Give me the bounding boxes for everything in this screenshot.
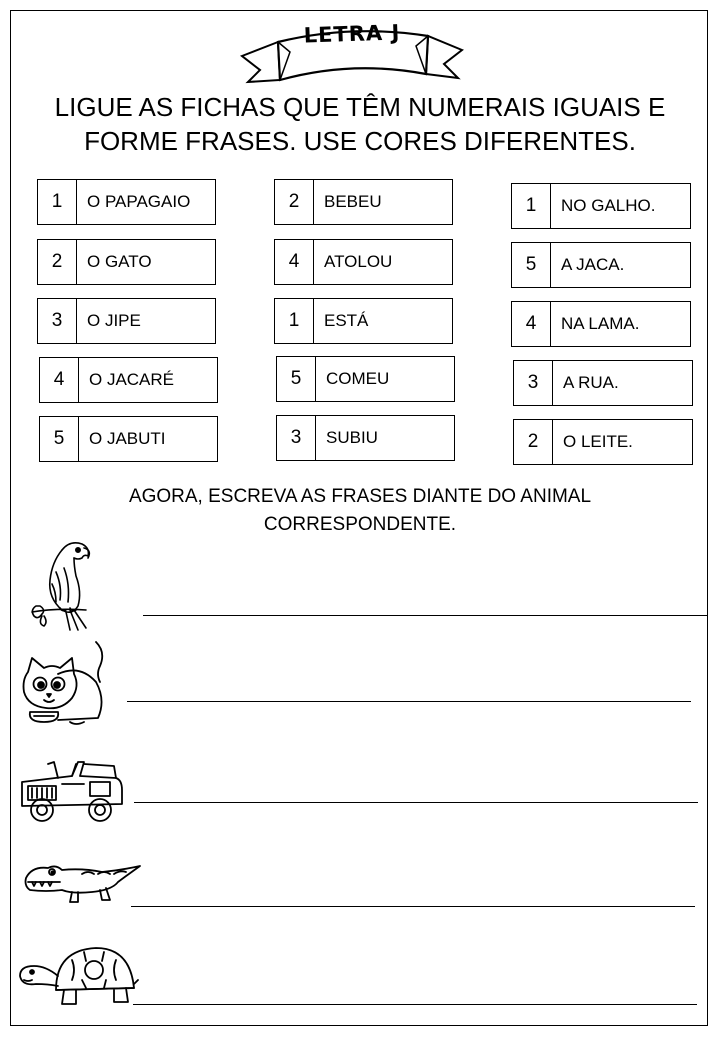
card-subject[interactable] [37,179,216,225]
card-text: ESTÁ [324,311,369,330]
card-text: NA LAMA. [561,314,640,333]
turtle-icon [16,940,140,1010]
writing-line[interactable] [131,906,695,907]
card-text: O GATO [87,252,152,271]
card-subject[interactable] [37,298,216,344]
card-number: 5 [512,243,551,287]
card-complement[interactable] [511,242,691,288]
writing-line[interactable] [143,615,708,616]
card-number: 1 [275,299,314,343]
card-text: COMEU [326,369,390,388]
card-complement[interactable] [513,419,693,465]
card-text: O JABUTI [89,429,166,448]
prompt-line-1: AGORA, ESCREVA AS FRASES DIANTE DO ANIMAL [128,486,592,507]
card-subject[interactable] [39,416,218,462]
card-number: 2 [275,180,314,224]
card-verb[interactable] [276,415,455,461]
writing-line[interactable] [127,701,691,702]
cat-icon [18,638,106,728]
card-text: SUBIU [326,428,378,447]
card-number: 4 [512,302,551,346]
card-verb[interactable] [274,298,453,344]
card-verb[interactable] [276,356,455,402]
card-text: A RUA. [563,373,619,392]
jeep-icon [18,756,126,828]
writing-line[interactable] [134,802,698,803]
card-number: 4 [40,358,79,402]
card-verb[interactable] [274,179,453,225]
card-text: O JACARÉ [89,370,175,389]
card-text: NO GALHO. [561,196,656,215]
card-number: 3 [514,361,553,405]
card-text: A JACA. [561,255,625,274]
card-subject[interactable] [39,357,218,403]
prompt-line-2: CORRESPONDENTE. [263,514,457,535]
card-number: 4 [275,240,314,284]
card-text: BEBEU [324,192,382,211]
card-number: 1 [38,180,77,224]
card-text: O LEITE. [563,432,633,451]
card-text: O JIPE [87,311,141,330]
card-number: 2 [38,240,77,284]
instructions-line-2: FORME FRASES. USE CORES DIFERENTES. [84,126,636,156]
alligator-icon [22,860,144,916]
card-text: ATOLOU [324,252,393,271]
card-number: 3 [38,299,77,343]
card-number: 3 [277,416,316,460]
card-number: 5 [40,417,79,461]
card-number: 5 [277,357,316,401]
writing-prompt [60,483,660,539]
parrot-icon [26,536,100,632]
card-complement[interactable] [513,360,693,406]
card-subject[interactable] [37,239,216,285]
instructions [30,90,690,158]
card-verb[interactable] [274,239,453,285]
card-complement[interactable] [511,301,691,347]
writing-line[interactable] [133,1004,697,1005]
instructions-line-1: LIGUE AS FICHAS QUE TÊM NUMERAIS IGUAIS E [54,92,666,122]
card-text: O PAPAGAIO [87,192,191,211]
card-number: 1 [512,184,551,228]
card-number: 2 [514,420,553,464]
card-complement[interactable] [511,183,691,229]
page-title: LETRA J [303,20,401,48]
